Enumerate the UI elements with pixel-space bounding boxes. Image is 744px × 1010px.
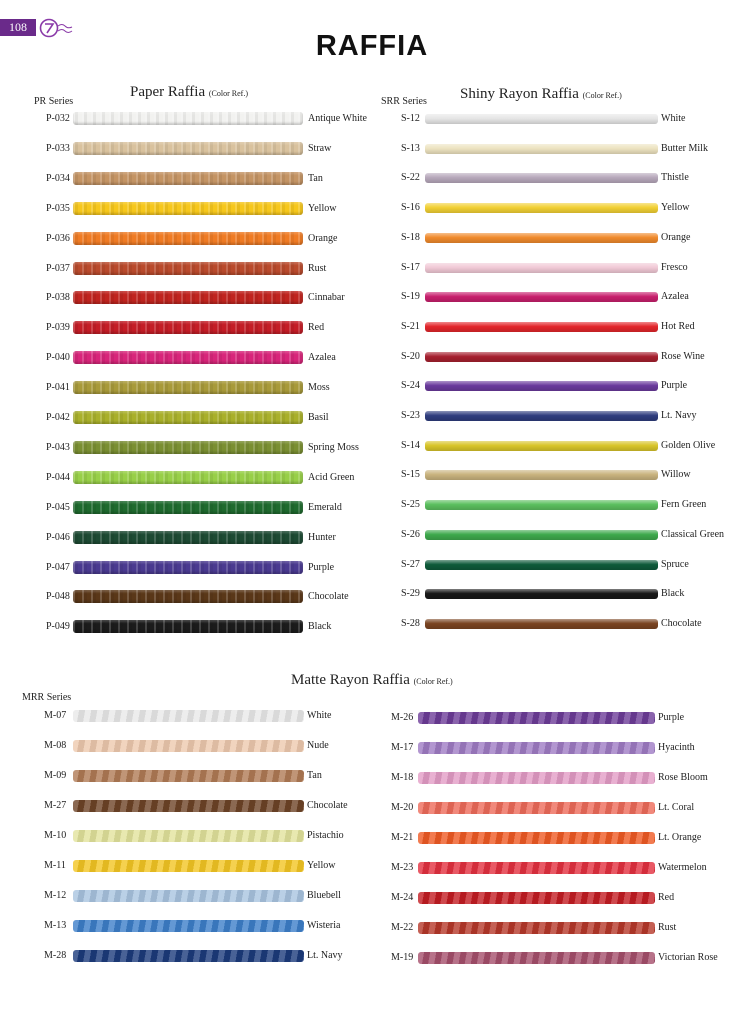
color-code: S-21 bbox=[401, 320, 420, 332]
swatch-row bbox=[401, 407, 744, 425]
swatch-row bbox=[391, 829, 744, 847]
swatch-row bbox=[401, 377, 744, 395]
swatch-row bbox=[46, 349, 398, 367]
color-code: S-22 bbox=[401, 172, 420, 184]
color-code: P-048 bbox=[46, 591, 70, 603]
color-code: P-034 bbox=[46, 172, 70, 184]
color-name: Rose Wine bbox=[661, 350, 705, 362]
color-name: Black bbox=[308, 621, 332, 633]
color-swatch bbox=[73, 232, 303, 245]
color-code: M-13 bbox=[44, 920, 67, 931]
color-swatch bbox=[425, 233, 658, 243]
color-name: Hunter bbox=[308, 531, 336, 543]
color-code: M-21 bbox=[391, 832, 414, 843]
swatch-row bbox=[46, 409, 398, 427]
color-name: Spring Moss bbox=[308, 441, 359, 453]
color-swatch bbox=[425, 619, 658, 629]
swatch-row bbox=[44, 797, 397, 815]
swatch-row bbox=[391, 739, 744, 757]
swatch-row bbox=[46, 230, 398, 248]
color-name: Watermelon bbox=[658, 862, 707, 873]
srr-series-label: SRR Series bbox=[381, 96, 427, 107]
color-swatch bbox=[425, 292, 658, 302]
color-code: S-13 bbox=[401, 142, 420, 154]
color-name: Chocolate bbox=[661, 617, 702, 629]
color-swatch bbox=[73, 620, 303, 633]
color-name: Spruce bbox=[661, 558, 689, 570]
color-swatch bbox=[425, 173, 658, 183]
color-name: Acid Green bbox=[308, 471, 355, 483]
color-swatch bbox=[73, 590, 303, 603]
swatch-row bbox=[46, 289, 398, 307]
color-code: M-12 bbox=[44, 890, 67, 901]
color-swatch bbox=[73, 291, 303, 304]
color-swatch bbox=[73, 321, 303, 334]
color-code: M-20 bbox=[391, 802, 414, 813]
color-name: Bluebell bbox=[307, 890, 341, 901]
color-code: M-08 bbox=[44, 740, 67, 751]
color-code: S-27 bbox=[401, 558, 420, 570]
color-code: P-041 bbox=[46, 382, 70, 394]
color-swatch bbox=[73, 800, 304, 812]
color-code: M-17 bbox=[391, 742, 414, 753]
color-code: P-042 bbox=[46, 412, 70, 423]
color-name: Rose Bloom bbox=[658, 772, 708, 783]
color-swatch bbox=[425, 530, 658, 540]
color-code: S-18 bbox=[401, 231, 420, 243]
color-swatch bbox=[73, 710, 304, 722]
color-code: M-18 bbox=[391, 772, 414, 783]
swatch-row bbox=[46, 469, 398, 487]
color-name: Hyacinth bbox=[658, 742, 695, 753]
swatch-row bbox=[46, 439, 398, 457]
swatch-row bbox=[401, 169, 744, 187]
color-swatch bbox=[425, 381, 658, 391]
color-code: S-19 bbox=[401, 291, 420, 303]
swatch-row bbox=[44, 827, 397, 845]
color-code: S-26 bbox=[401, 528, 420, 540]
color-swatch bbox=[73, 740, 304, 752]
color-name: Basil bbox=[308, 412, 329, 423]
swatch-row bbox=[401, 110, 744, 128]
swatch-row bbox=[46, 559, 398, 577]
color-name: Golden Olive bbox=[661, 439, 716, 451]
color-swatch bbox=[73, 351, 303, 364]
swatch-row bbox=[46, 170, 398, 188]
color-name: Rust bbox=[658, 922, 677, 933]
color-swatch bbox=[73, 950, 304, 962]
color-name: Straw bbox=[308, 142, 332, 154]
color-code: P-049 bbox=[46, 621, 70, 633]
color-name: Tan bbox=[307, 770, 322, 781]
color-swatch bbox=[73, 142, 303, 155]
swatch-row bbox=[391, 799, 744, 817]
color-code: M-07 bbox=[44, 710, 67, 721]
color-code: P-046 bbox=[46, 531, 70, 543]
color-code: P-044 bbox=[46, 471, 70, 483]
color-swatch bbox=[73, 860, 304, 872]
color-name: Fresco bbox=[661, 261, 688, 273]
color-swatch bbox=[418, 712, 655, 724]
color-swatch bbox=[73, 262, 303, 275]
color-name: Classical Green bbox=[661, 528, 725, 540]
color-swatch bbox=[73, 172, 303, 185]
swatch-row bbox=[46, 110, 398, 128]
color-name: Red bbox=[658, 892, 675, 903]
pr-series-label: PR Series bbox=[34, 96, 74, 107]
color-code: S-23 bbox=[401, 410, 420, 421]
swatch-row bbox=[46, 260, 398, 278]
color-swatch bbox=[73, 441, 303, 454]
color-name: Orange bbox=[308, 232, 338, 244]
swatch-row bbox=[44, 857, 397, 875]
color-name: Chocolate bbox=[307, 800, 348, 811]
swatch-row bbox=[44, 887, 397, 905]
color-name: White bbox=[307, 710, 332, 721]
color-name: Wisteria bbox=[307, 920, 341, 931]
color-code: P-037 bbox=[46, 262, 70, 274]
swatch-row bbox=[401, 259, 744, 277]
color-swatch bbox=[418, 952, 655, 964]
swatch-row bbox=[401, 556, 744, 574]
swatch-row bbox=[401, 466, 744, 484]
color-name: Nude bbox=[307, 740, 329, 751]
page-number: 108 bbox=[0, 19, 36, 36]
color-swatch bbox=[73, 561, 303, 574]
color-code: M-19 bbox=[391, 952, 414, 963]
color-name: Orange bbox=[661, 231, 691, 243]
color-swatch bbox=[73, 890, 304, 902]
color-swatch bbox=[425, 322, 658, 332]
color-name: Azalea bbox=[308, 352, 336, 364]
swatch-row bbox=[401, 140, 744, 158]
swatch-row bbox=[44, 917, 397, 935]
swatch-row bbox=[401, 437, 744, 455]
swatch-row bbox=[391, 709, 744, 727]
color-name: Yellow bbox=[308, 202, 337, 214]
color-name: Butter Milk bbox=[661, 142, 708, 154]
color-swatch bbox=[73, 501, 303, 514]
color-name: Hot Red bbox=[661, 320, 695, 332]
swatch-row bbox=[46, 379, 398, 397]
color-name: Thistle bbox=[661, 172, 689, 184]
color-swatch bbox=[418, 922, 655, 934]
color-code: S-15 bbox=[401, 469, 420, 481]
color-code: M-24 bbox=[391, 892, 414, 903]
color-swatch bbox=[425, 203, 658, 213]
color-swatch bbox=[425, 263, 658, 273]
color-code: P-035 bbox=[46, 202, 70, 214]
swatch-row bbox=[401, 348, 744, 366]
color-swatch bbox=[418, 862, 655, 874]
color-name: Lt. Coral bbox=[658, 802, 695, 813]
swatch-row bbox=[391, 859, 744, 877]
swatch-row bbox=[44, 947, 397, 965]
swatch-row bbox=[46, 200, 398, 218]
color-name: Purple bbox=[658, 712, 685, 723]
color-swatch bbox=[418, 832, 655, 844]
color-code: M-23 bbox=[391, 862, 414, 873]
color-name: Purple bbox=[308, 561, 335, 573]
swatch-row bbox=[46, 618, 398, 636]
color-code: P-039 bbox=[46, 322, 70, 334]
swatch-row bbox=[44, 707, 397, 725]
color-code: S-12 bbox=[401, 113, 420, 124]
color-swatch bbox=[425, 411, 658, 421]
color-name: Tan bbox=[308, 172, 323, 184]
color-name: Yellow bbox=[307, 860, 336, 871]
color-name: Purple bbox=[661, 380, 688, 392]
color-swatch bbox=[425, 114, 658, 124]
color-code: M-22 bbox=[391, 922, 414, 933]
color-name: Moss bbox=[308, 382, 330, 394]
color-code: P-038 bbox=[46, 292, 70, 304]
color-code: P-043 bbox=[46, 441, 70, 453]
color-code: P-033 bbox=[46, 142, 70, 154]
swatch-row bbox=[391, 769, 744, 787]
color-code: P-032 bbox=[46, 113, 70, 124]
color-swatch bbox=[418, 892, 655, 904]
swatch-row bbox=[401, 229, 744, 247]
color-swatch bbox=[425, 144, 658, 154]
color-swatch bbox=[73, 381, 303, 394]
color-code: S-16 bbox=[401, 202, 420, 214]
swatch-row bbox=[401, 496, 744, 514]
color-code: P-036 bbox=[46, 232, 70, 244]
color-code: M-11 bbox=[44, 860, 66, 871]
color-swatch bbox=[73, 112, 303, 125]
color-name: Willow bbox=[661, 469, 691, 481]
color-code: P-047 bbox=[46, 561, 70, 573]
color-swatch bbox=[425, 352, 658, 362]
color-name: Lt. Navy bbox=[307, 950, 343, 961]
color-code: S-28 bbox=[401, 617, 420, 629]
color-code: S-20 bbox=[401, 350, 420, 362]
color-code: S-24 bbox=[401, 380, 420, 392]
color-name: Black bbox=[661, 588, 685, 600]
color-name: Lt. Orange bbox=[658, 832, 702, 843]
color-code: M-27 bbox=[44, 800, 67, 811]
page-title: RAFFIA bbox=[315, 30, 429, 62]
swatch-row bbox=[46, 140, 398, 158]
swatch-row bbox=[44, 767, 397, 785]
swatch-row bbox=[401, 585, 744, 603]
color-name: Antique White bbox=[308, 113, 367, 124]
color-swatch bbox=[73, 920, 304, 932]
color-swatch bbox=[425, 589, 658, 599]
color-code: S-25 bbox=[401, 499, 420, 511]
color-name: Rust bbox=[308, 262, 327, 274]
swatch-row bbox=[391, 949, 744, 967]
swatch-row bbox=[401, 318, 744, 336]
color-swatch bbox=[73, 471, 303, 484]
color-code: S-29 bbox=[401, 588, 420, 600]
color-code: M-28 bbox=[44, 950, 67, 961]
swatch-row bbox=[46, 319, 398, 337]
swatch-row bbox=[401, 288, 744, 306]
swatch-row bbox=[391, 919, 744, 937]
color-swatch bbox=[425, 500, 658, 510]
swatch-row bbox=[401, 615, 744, 633]
color-swatch bbox=[73, 411, 303, 424]
mrr-series-label: MRR Series bbox=[22, 692, 72, 703]
color-code: S-17 bbox=[401, 261, 420, 273]
color-code: P-040 bbox=[46, 352, 70, 364]
swatch-row bbox=[401, 199, 744, 217]
color-swatch bbox=[73, 202, 303, 215]
color-name: Lt. Navy bbox=[661, 410, 697, 421]
swatch-row bbox=[46, 588, 398, 606]
color-swatch bbox=[425, 470, 658, 480]
color-swatch bbox=[418, 802, 655, 814]
color-code: P-045 bbox=[46, 501, 70, 513]
color-name: Yellow bbox=[661, 202, 690, 214]
matte-rayon-raffia-title: Matte Rayon Raffia (Color Ref.) bbox=[291, 672, 453, 688]
color-name: Emerald bbox=[308, 501, 342, 513]
swatch-row bbox=[46, 499, 398, 517]
color-swatch bbox=[418, 742, 655, 754]
color-name: Pistachio bbox=[307, 830, 344, 841]
paper-raffia-title: Paper Raffia (Color Ref.) bbox=[130, 84, 248, 100]
color-swatch bbox=[73, 770, 304, 782]
color-code: M-09 bbox=[44, 770, 67, 781]
color-swatch bbox=[73, 531, 303, 544]
swatch-row bbox=[391, 889, 744, 907]
color-name: Cinnabar bbox=[308, 292, 345, 304]
color-name: White bbox=[661, 113, 686, 124]
color-code: M-26 bbox=[391, 712, 414, 723]
color-swatch bbox=[425, 560, 658, 570]
shiny-rayon-raffia-title: Shiny Rayon Raffia (Color Ref.) bbox=[460, 86, 622, 102]
color-name: Azalea bbox=[661, 291, 689, 303]
color-code: M-10 bbox=[44, 830, 67, 841]
swatch-row bbox=[46, 529, 398, 547]
color-name: Fern Green bbox=[661, 499, 707, 511]
color-name: Chocolate bbox=[308, 591, 349, 603]
color-code: S-14 bbox=[401, 439, 420, 451]
swatch-row bbox=[401, 526, 744, 544]
color-name: Victorian Rose bbox=[658, 952, 718, 963]
color-swatch bbox=[418, 772, 655, 784]
color-swatch bbox=[425, 441, 658, 451]
swatch-row bbox=[44, 737, 397, 755]
color-swatch bbox=[73, 830, 304, 842]
color-name: Red bbox=[308, 322, 325, 334]
